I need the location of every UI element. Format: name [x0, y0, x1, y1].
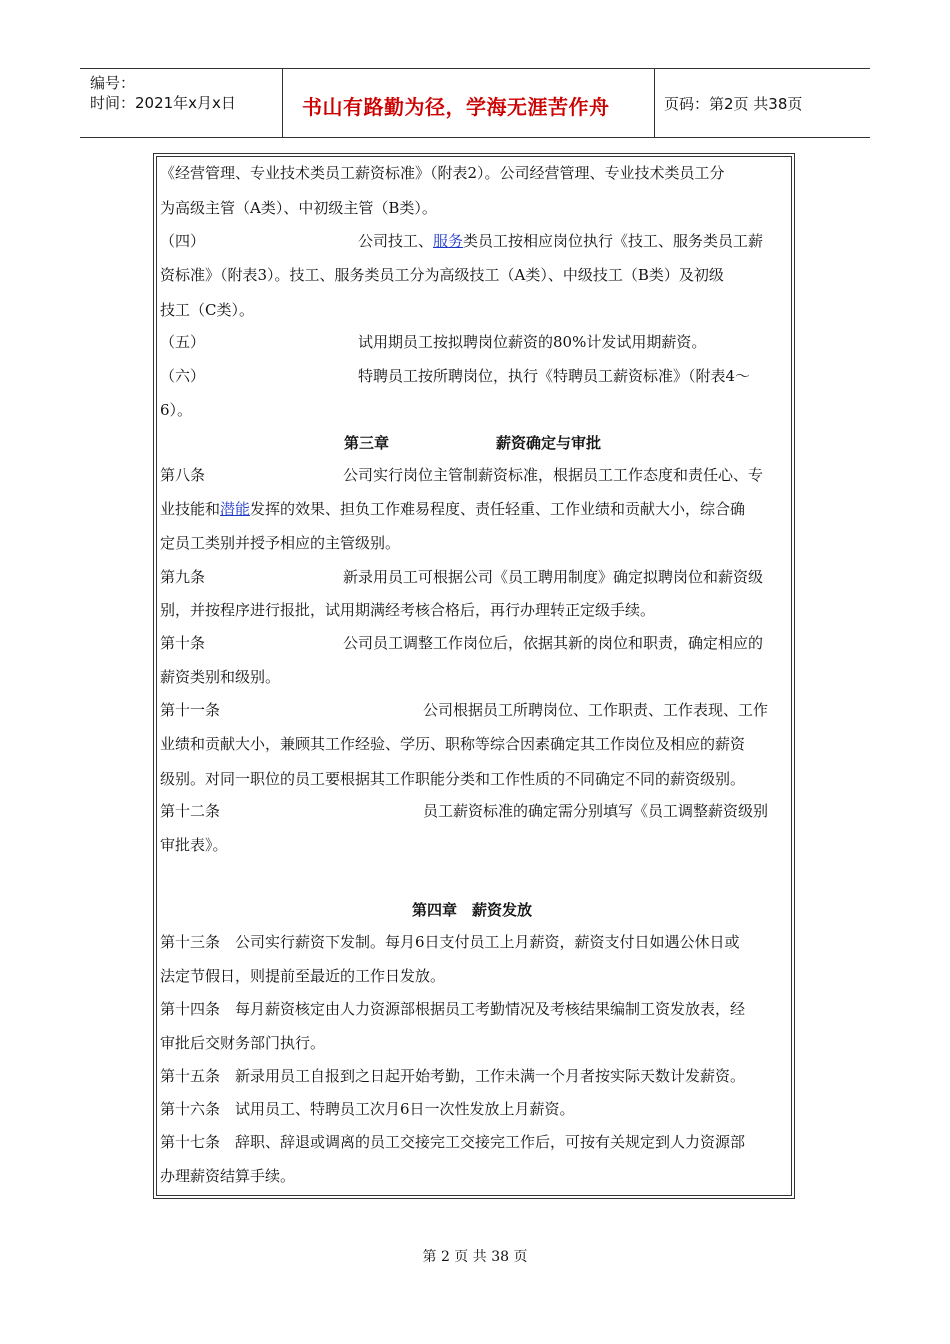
text-span: 公司技工、 [358, 232, 434, 250]
chapter-number: 第三章 [344, 434, 390, 452]
text-line: 公司根据员工所聘岗位、工作职责、工作表现、工作 [423, 701, 769, 719]
item-label: （四） [160, 232, 206, 250]
text-line: 员工薪资标准的确定需分别填写《员工调整薪资级别 [423, 802, 769, 820]
service-link[interactable]: 服务 [433, 232, 464, 250]
text-line: 第十四条 每月薪资核定由人力资源部根据员工考勤情况及考核结果编制工资发放表，经 [160, 1000, 746, 1018]
header-divider [282, 69, 283, 137]
text-line [358, 231, 763, 251]
chapter-title: 薪资确定与审批 [496, 434, 602, 452]
text-line: 审批表》。 [160, 836, 228, 854]
text-line: 法定节假日，则提前至最近的工作日发放。 [160, 967, 446, 985]
text-line: 6）。 [160, 401, 193, 419]
text-line: 新录用员工可根据公司《员工聘用制度》确定拟聘岗位和薪资级 [343, 568, 764, 586]
text-line: 级别。对同一职位的员工要根据其工作职能分类和工作性质的不同确定不同的薪资级别。 [160, 770, 746, 788]
text-line: 《经营管理、专业技术类员工薪资标准》（附表2）。公司经营管理、专业技术类员工分 [160, 164, 725, 182]
text-line: 办理薪资结算手续。 [160, 1167, 296, 1185]
text-line: 第十七条 辞职、辞退或调离的员工交接完工交接完工作后，可按有关规定到人力资源部 [160, 1133, 746, 1151]
chapter-heading: 第四章 薪资发放 [412, 901, 533, 919]
text-line: 业绩和贡献大小，兼顾其工作经验、学历、职称等综合因素确定其工作岗位及相应的薪资 [160, 735, 746, 753]
text-line: 薪资类别和级别。 [160, 668, 281, 686]
article-label: 第十条 [160, 634, 206, 652]
text-line: 别，并按程序进行报批，试用期满经考核合格后，再行办理转正定级手续。 [160, 601, 656, 619]
number-label: 编号： [90, 74, 136, 92]
text-line: 第十三条 公司实行薪资下发制。每月6日支付员工上月薪资，薪资支付日如遇公休日或 [160, 933, 740, 951]
text-line: 特聘员工按所聘岗位，执行《特聘员工薪资标准》（附表4～ [358, 367, 751, 385]
text-line: 公司员工调整工作岗位后，依据其新的岗位和职责，确定相应的 [343, 634, 764, 652]
text-span: 类员工按相应岗位执行《技工、服务类员工薪 [463, 232, 764, 250]
text-line: 为高级主管（A类）、中初级主管（B类）。 [160, 199, 437, 217]
page-header [80, 68, 870, 138]
article-label: 第九条 [160, 568, 206, 586]
time-label: 时间：2021年x月x日 [90, 94, 236, 112]
item-label: （五） [160, 333, 206, 351]
text-span: 业技能和 [160, 500, 221, 518]
text-line: 试用期员工按拟聘岗位薪资的80%计发试用期薪资。 [358, 333, 707, 351]
page-footer: 第 2 页 共 38 页 [422, 1249, 528, 1265]
text-line: 审批后交财务部门执行。 [160, 1034, 326, 1052]
text-line: 定员工类别并授予相应的主管级别。 [160, 534, 401, 552]
header-divider [654, 69, 655, 137]
motto: 书山有路勤为径，学海无涯苦作舟 [302, 95, 610, 119]
header-meta [90, 73, 236, 113]
page-info: 页码：第2页 共38页 [664, 95, 803, 113]
article-label: 第八条 [160, 466, 206, 484]
text-line: 第十五条 新录用员工自报到之日起开始考勤，工作未满一个月者按实际天数计发薪资。 [160, 1067, 746, 1085]
article-label: 第十二条 [160, 802, 221, 820]
text-line: 公司实行岗位主管制薪资标准，根据员工工作态度和责任心、专 [343, 466, 764, 484]
text-span: 发挥的效果、担负工作难易程度、责任轻重、工作业绩和贡献大小，综合确 [250, 500, 746, 518]
item-label: （六） [160, 367, 206, 385]
text-line [160, 499, 745, 519]
article-label: 第十一条 [160, 701, 221, 719]
text-line: 技工（C类）。 [160, 301, 254, 319]
potential-link[interactable]: 潜能 [220, 500, 251, 518]
text-line: 第十六条 试用员工、特聘员工次月6日一次性发放上月薪资。 [160, 1100, 575, 1118]
text-line: 资标准》（附表3）。技工、服务类员工分为高级技工（A类）、中级技工（B类）及初级 [160, 266, 724, 284]
